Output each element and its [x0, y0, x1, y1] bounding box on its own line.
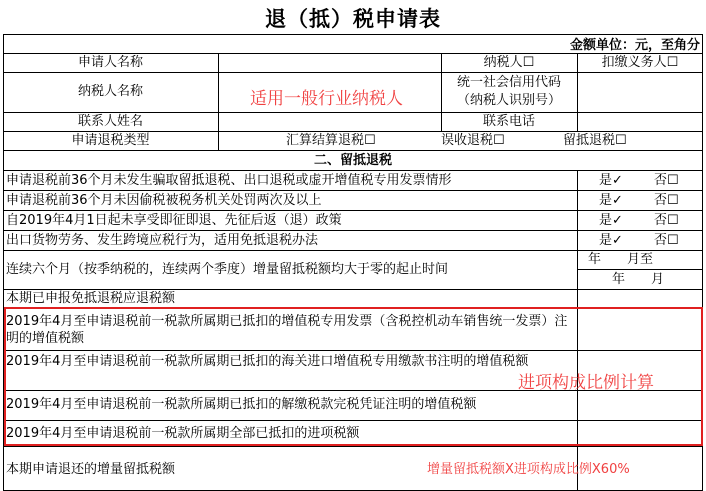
row-label: 2019年4月至申请退税前一税款所属期已抵扣的海关进口增值税专用缴款书注明的增值税额 — [6, 354, 529, 369]
row-label: 2019年4月至申请退税前一税款所属期全部已抵扣的进项税额 — [6, 426, 360, 441]
date-from-field[interactable]: 年 月至 — [588, 252, 654, 267]
row-label: 自2019年4月1日起未享受即征即退、先征后返（退）政策 — [6, 213, 342, 228]
erroneous-refund-checkbox[interactable]: 误收退税☐ — [441, 133, 505, 148]
applicant-name-field[interactable] — [219, 54, 441, 72]
row-label: 出口货物劳务、发生跨境应税行为，适用免抵退税办法 — [6, 233, 319, 248]
formula-annotation: 增量留抵税额X进项构成比例X60% — [427, 462, 630, 477]
date-to-field[interactable]: 年 月 — [612, 272, 665, 287]
form-title: 退（抵）税申请表 — [265, 7, 441, 31]
row-label: 申请退税前36个月未发生骗取留抵退税、出口退税或虚开增值税专用发票情形 — [6, 173, 452, 188]
row-label: 申请退税前36个月未因偷税被税务机关处罚两次及以上 — [6, 193, 322, 208]
yes-option[interactable]: 是✓ — [599, 233, 623, 248]
contact-name-label: 联系人姓名 — [77, 114, 143, 129]
taxpayer-checkbox[interactable]: 纳税人☐ — [483, 55, 535, 70]
yes-option[interactable]: 是✓ — [599, 173, 623, 188]
credit-code-label: 统一社会信用代码 — [456, 75, 561, 90]
applicant-name-label: 申请人名称 — [77, 55, 143, 70]
credit-code-field[interactable] — [578, 73, 702, 112]
row-label: 2019年4月至申请退税前一税款所属期已抵扣的解缴税款完税凭证注明的增值税额 — [6, 397, 477, 412]
divider — [3, 34, 703, 35]
unit-note: 金额单位：元，至角分 — [569, 38, 700, 53]
no-option[interactable]: 否☐ — [654, 233, 679, 248]
contact-phone-label: 联系电话 — [482, 114, 535, 129]
row-label: 2019年4月至申请退税前一税款所属期已抵扣的增值税专用发票（含税控机动车销售统一发票）注明的增值税额 — [6, 314, 568, 346]
yes-option[interactable]: 是✓ — [599, 213, 623, 228]
contact-phone-field[interactable] — [578, 113, 702, 131]
row-label: 连续六个月（按季纳税的，连续两个季度）增量留抵税额均大于零的起止时间 — [6, 262, 449, 277]
ratio-calc-annotation: 进项构成比例计算 — [518, 373, 654, 393]
no-option[interactable]: 否☐ — [654, 213, 679, 228]
no-option[interactable]: 否☐ — [654, 193, 679, 208]
yes-option[interactable]: 是✓ — [599, 193, 623, 208]
contact-name-field[interactable] — [219, 113, 441, 131]
row-label: 本期申请退还的增量留抵税额 — [6, 462, 176, 477]
settlement-refund-checkbox[interactable]: 汇算结算退税☐ — [286, 133, 376, 148]
refund-type-label: 申请退税类型 — [71, 133, 150, 148]
no-option[interactable]: 否☐ — [654, 173, 679, 188]
section-title: 二、留抵退税 — [313, 153, 392, 168]
taxpayer-name-label: 纳税人名称 — [77, 84, 143, 99]
credit-code-label-sub: （纳税人识别号） — [456, 93, 561, 108]
withholding-agent-checkbox[interactable]: 扣缴义务人☐ — [601, 55, 679, 70]
row-label: 本期已申报免抵退税应退税额 — [6, 291, 176, 306]
retained-refund-checkbox[interactable]: 留抵退税☐ — [563, 133, 627, 148]
general-taxpayer-annotation: 适用一般行业纳税人 — [250, 89, 403, 109]
